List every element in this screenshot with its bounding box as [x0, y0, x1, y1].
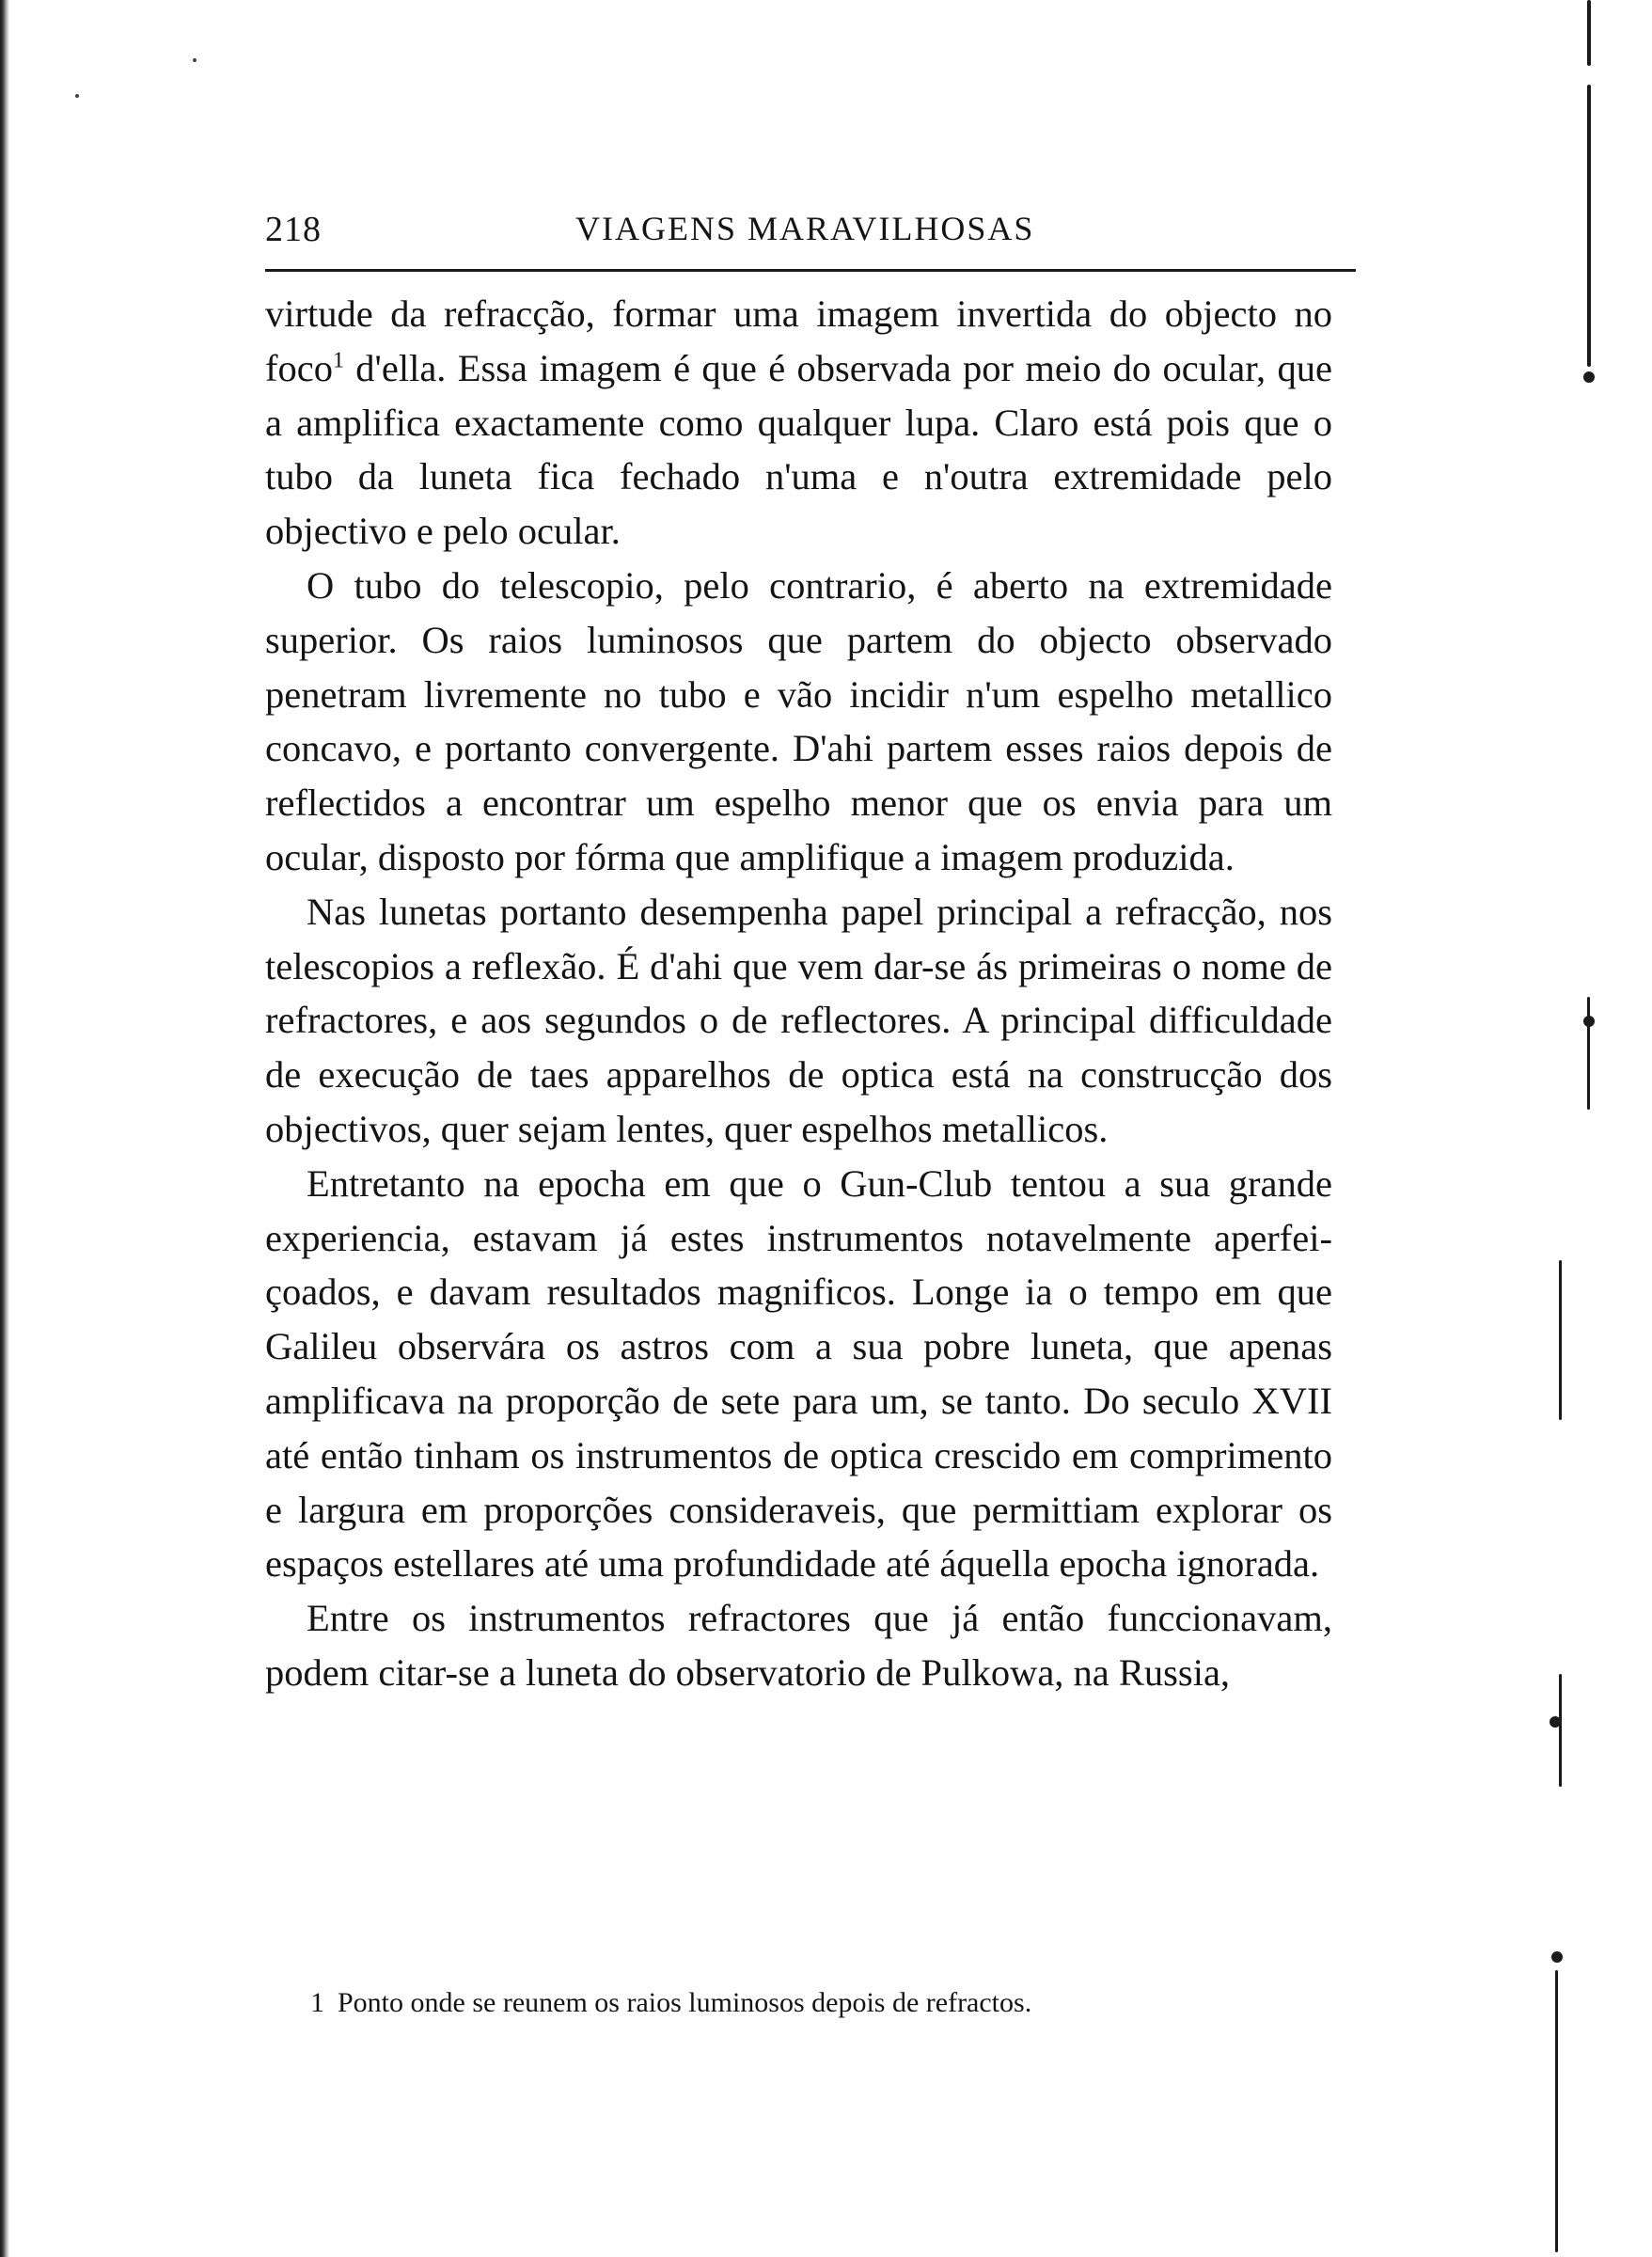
edge-mark [1587, 0, 1591, 66]
edge-mark [1559, 1260, 1562, 1420]
footnote-mark: 1 [310, 1987, 324, 2018]
edge-mark [1587, 85, 1591, 367]
stray-mark [75, 94, 79, 98]
paragraph: Nas lunetas portanto desempenha papel principal a refracção, nos telescopios a reflexão. É d'ahi que vem dar-se ás primeiras o nome de refractores, e aos segundos o de reflectores. A principal difficuldade de execução de taes apparelhos de optica está na construcção dos objectivos, quer sejam lentes, quer espelhos metallicos. [265, 890, 1332, 1150]
page-number: 218 [265, 210, 322, 249]
edge-mark [1587, 997, 1590, 1110]
paragraph-text: d'ella. Essa imagem é que é observada por meio do ocular, que a amplifica exactamente como qualquer lupa. Claro está pois que o tubo da luneta fica fechado n'uma e n'outra extremidade pelo objectivo e pelo ocular. [265, 346, 1332, 553]
footnote-reference: 1 [332, 348, 344, 373]
edge-mark [1583, 371, 1595, 383]
paragraph: Entre os instrumentos refractores que já então funccionavam, podem citar-se a luneta do observatorio de Pulkowa, na Russia, [265, 1597, 1332, 1694]
edge-mark [1551, 1951, 1563, 1963]
paragraph [265, 287, 1332, 559]
footnote [310, 1984, 1326, 2022]
stray-mark [193, 58, 197, 62]
edge-mark [1550, 1716, 1561, 1728]
paragraph: O tubo do telescopio, pelo contrario, é aberto na extremidade superior. Os raios luminosos que partem do objecto observado penetram livremente no tubo e vão incidir n'um espelho metallico concavo, e portanto convergente. D'ahi partem esses raios depois de reflectidos a encontrar um espelho menor que os envia para um ocular, disposto por fórma que amplifique a imagem produzida. [265, 563, 1332, 878]
footnote-text: Ponto onde se reunem os raios luminosos depois de refractos. [338, 1987, 1032, 2018]
page-header [265, 209, 1356, 272]
edge-mark [1559, 1674, 1562, 1787]
page-binding-edge-left [0, 0, 9, 2257]
page-binding-edge-right [1587, 0, 1652, 2257]
paragraph: Entretanto na epocha em que o Gun-Club tentou a sua grande experiencia, estavam já estes instrumentos notavelmente aperfeiçoados, e davam resultados magnificos. Longe ia o tempo em que Galileu observára os astros com a sua pobre luneta, que apenas amplificava na proporção de sete para um, se tanto. Do seculo XVII até então tinham os instrumentos de optica crescido em comprimento e largura em proporções consideraveis, que permittiam explorar os espaços estellares até uma profundidade até áquella epocha ignorada. [265, 1161, 1332, 1586]
paragraph-text: virtude da refracção, formar uma imagem invertida do objecto no foco [265, 292, 1332, 389]
edge-mark [1583, 1016, 1595, 1027]
edge-mark [1555, 1970, 1558, 2252]
body-text [265, 287, 1332, 1700]
running-title: VIAGENS MARAVILHOSAS [575, 210, 1035, 247]
